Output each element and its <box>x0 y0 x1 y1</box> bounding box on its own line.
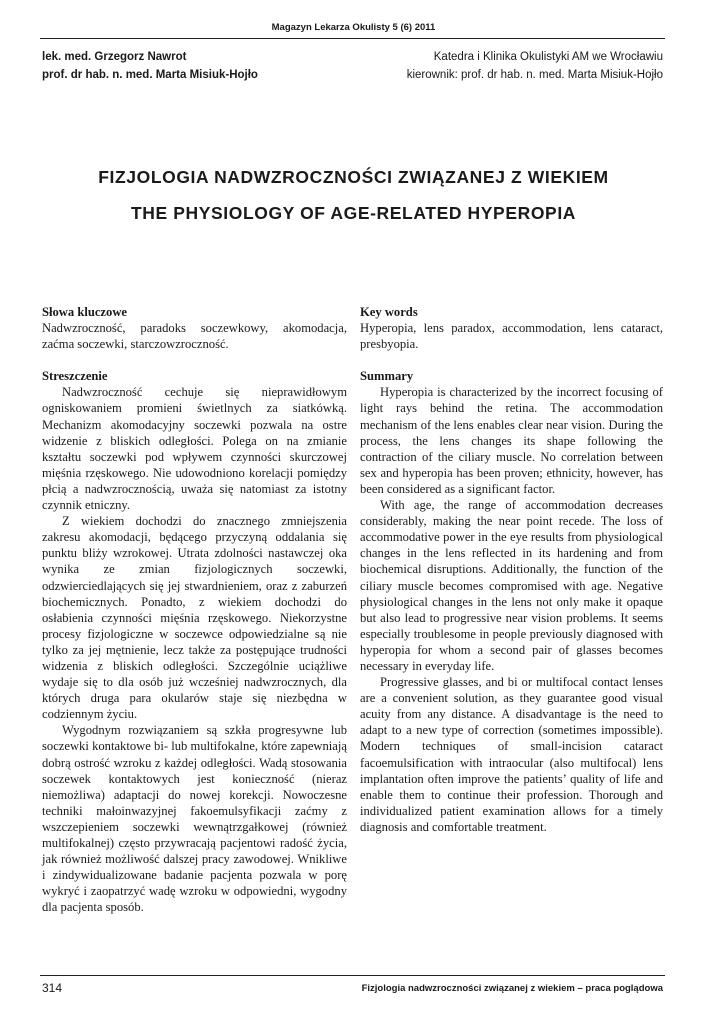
summary-paragraph-en: Progressive glasses, and bi or multifocal contact lenses are a convenient solution, as they guarantee good visual acuity from any distance. A disadvantage is the need to adapt to a new type of correction (sometimes impossible). Modern techniques of small-incision cataract facoemulsification with intraocular (also multifocal) lens implantation often improve the patients’ quality of life and enable them to continue their profession. Thorough and individualized patient examination allows for a timely diagnosis and comfortable treatment. <box>360 675 663 834</box>
keywords-pl: Nadwzroczność, paradoks soczewkowy, akomodacja, zaćma soczewki, starczowzroczność. <box>42 321 347 352</box>
keywords-heading-en: Key words <box>360 305 418 319</box>
running-footer-title: Fizjologia nadwzroczności związanej z wiekiem – praca poglądowa <box>361 983 663 994</box>
affiliation-line-2: kierownik: prof. dr hab. n. med. Marta Misiuk-Hojło <box>406 69 663 81</box>
author-2: prof. dr hab. n. med. Marta Misiuk-Hojło <box>42 69 258 81</box>
journal-header: Magazyn Lekarza Okulisty 5 (6) 2011 <box>271 22 436 33</box>
right-column <box>360 304 663 835</box>
summary-paragraph-en: Hyperopia is characterized by the incorrect focusing of light rays behind the retina. The accommodation mechanism of the lens enables clear near vision. During the process, the lens changes its shape following the contraction of the ciliary muscle. No correlation between sex and hyperopia has been proven; ethnicity, however, has been considered as a significant factor. <box>360 385 663 496</box>
abstract-paragraph-pl: Wygodnym rozwiązaniem są szkła progresywne lub soczewki kontaktowe bi- lub multifokalne, które zapewniają dobrą ostrość wzroku z każdej odległości. Wadą stosowania soczewek kontaktowych jest konieczność (nieraz niemożliwa) adaptacji do nowej korekcji. Nowoczesne techniki małoinwazyjnej fakoemulsyfikacji zaćmy z wszczepieniem soczewki wewnątrzgałkowej (również multifokalnej) często przywracają pacjentowi radość życia, jak również możliwość dalszej pracy zawodowej. Wnikliwe i zindywidualizowane badanie pacjenta pozwala w porę wykryć i zaopatrzyć wadę wzroku w odpowiedni, wygodny dla pacjenta sposób. <box>42 723 347 915</box>
keywords-en: Hyperopia, lens paradox, accommodation, lens cataract, presbyopia. <box>360 321 663 352</box>
title-english: THE PHYSIOLOGY OF AGE-RELATED HYPEROPIA <box>130 203 577 223</box>
keywords-heading-pl: Słowa kluczowe <box>42 305 128 319</box>
page-number: 314 <box>42 981 63 995</box>
header-rule <box>40 38 665 39</box>
summary-heading-en: Summary <box>360 369 414 384</box>
affiliation-block <box>407 48 663 84</box>
footer-rule <box>40 975 665 976</box>
abstract-paragraph-pl: Z wiekiem dochodzi do znacznego zmniejszenia zakresu akomodacji, będącego przyczyną oddalania się punktu bliży wzrokowej. Utrata zdolności nastawczej oka wynika ze zmian fizjologicznych soczewki, odzwierciedlających się jej stwardnieniem, oraz z zaburzeń biochemicznych. Ponadto, z wiekiem dochodzi do osłabienia czynności mięśnia rzęskowego. Niekorzystne procesy fizjologiczne w soczewce odpowiedzialne są nie tylko za jej mętnienie, lecz także za postępujące trudności widzenia z bliskich odległości. Szczególnie uciążliwe wydaje się to dla osób już wcześniej nadwzrocznych, dla których druga para okularów staje się niezbędna w codziennym życiu. <box>42 514 347 722</box>
summary-paragraph-en: With age, the range of accommodation decreases considerably, making the near point recede. The loss of accommodative power in the eye results from physiological changes in the lens reflected in its hardening and from biochemical disruptions. Additionally, the function of the ciliary muscle becomes compromised with age. Negative physiological changes in the lens not only make it opaque but also lead to progressive near vision problems. It seems especially troublesome in people previously diagnosed with hyperopia for whom a second pair of glasses becomes necessary in everyday life. <box>360 498 663 673</box>
abstract-heading-pl: Streszczenie <box>42 369 108 384</box>
author-1: lek. med. Grzegorz Nawrot <box>42 51 187 63</box>
left-column <box>42 304 347 915</box>
title-polish: FIZJOLOGIA NADWZROCZNOŚCI ZWIĄZANEJ Z WIEKIEM <box>98 167 609 187</box>
abstract-paragraph-pl: Nadwzroczność cechuje się nieprawidłowym ogniskowaniem promieni świetlnych za siatkówką. Mechanizm akomodacyjny soczewki pozwala na ostre widzenie z bliskich odległości. Polega on na zmianie kształtu soczewki pod wpływem czynności skurczowej mięśnia rzęskowego. Nie udowodniono korelacji pomiędzy płcią a nadwzrocznością, uważa się natomiast za istotny czynnik etniczny. <box>42 385 347 513</box>
affiliation-line-1: Katedra i Klinika Okulistyki AM we Wrocławiu <box>433 51 663 63</box>
authors-block <box>42 48 258 84</box>
